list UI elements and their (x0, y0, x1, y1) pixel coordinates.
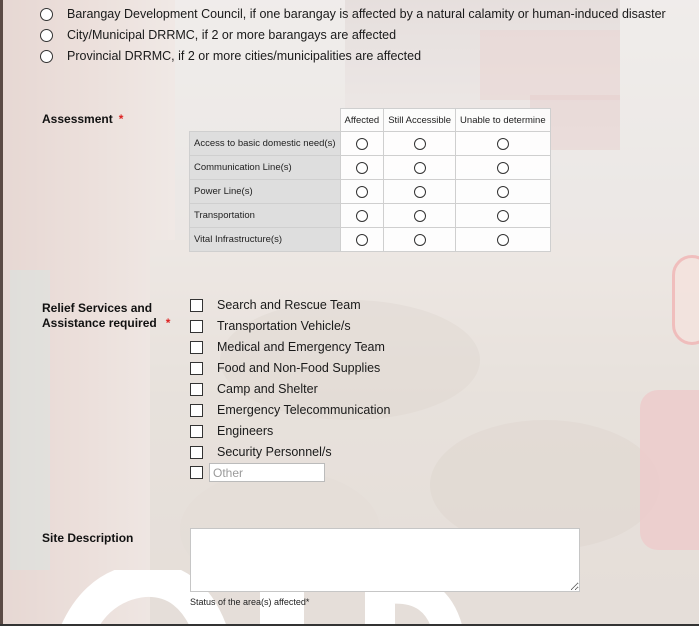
radio-affected[interactable] (340, 228, 384, 252)
relief-option-label: Search and Rescue Team (217, 298, 361, 312)
radio-icon[interactable] (497, 210, 509, 222)
level-option-label: City/Municipal DRRMC, if 2 or more barangays are affected (67, 28, 397, 42)
checkbox-icon[interactable] (190, 299, 203, 312)
radio-affected[interactable] (340, 132, 384, 156)
checkbox-icon[interactable] (190, 446, 203, 459)
row-label: Communication Line(s) (190, 156, 341, 180)
level-option-barangay[interactable] (40, 7, 666, 21)
matrix-corner (190, 109, 341, 132)
relief-option-label: Food and Non-Food Supplies (217, 361, 381, 375)
relief-option-label: Transportation Vehicle/s (217, 319, 351, 333)
relief-option[interactable] (190, 424, 273, 438)
assessment-label-text: Assessment (42, 112, 113, 126)
radio-still-accessible[interactable] (384, 228, 456, 252)
radio-icon[interactable] (414, 210, 426, 222)
radio-icon[interactable] (40, 8, 53, 21)
radio-still-accessible[interactable] (384, 132, 456, 156)
radio-icon[interactable] (356, 186, 368, 198)
matrix-row (190, 156, 551, 180)
radio-icon[interactable] (414, 234, 426, 246)
assessment-label (42, 112, 123, 127)
checkbox-icon[interactable] (190, 341, 203, 354)
row-label: Power Line(s) (190, 180, 341, 204)
radio-still-accessible[interactable] (384, 204, 456, 228)
level-option-provincial[interactable] (40, 49, 421, 63)
radio-unable-to-determine[interactable] (456, 156, 551, 180)
radio-icon[interactable] (497, 234, 509, 246)
relief-option-other[interactable] (190, 463, 325, 482)
radio-icon[interactable] (497, 138, 509, 150)
level-option-label: Provincial DRRMC, if 2 or more cities/municipalities are affected (67, 49, 422, 63)
radio-icon[interactable] (40, 29, 53, 42)
site-description-label: Site Description (42, 531, 134, 545)
relief-label-line1: Relief Services and (42, 301, 153, 315)
relief-option[interactable] (190, 340, 385, 354)
radio-icon[interactable] (414, 186, 426, 198)
radio-affected[interactable] (340, 204, 384, 228)
other-input[interactable] (209, 463, 325, 482)
radio-icon[interactable] (497, 162, 509, 174)
checkbox-icon[interactable] (190, 320, 203, 333)
level-option-city[interactable] (40, 28, 396, 42)
radio-icon[interactable] (414, 162, 426, 174)
checkbox-icon[interactable] (190, 404, 203, 417)
relief-option[interactable] (190, 403, 390, 417)
relief-option-label: Medical and Emergency Team (217, 340, 385, 354)
radio-still-accessible[interactable] (384, 180, 456, 204)
radio-icon[interactable] (356, 162, 368, 174)
relief-label (42, 301, 170, 331)
radio-icon[interactable] (356, 234, 368, 246)
level-option-label: Barangay Development Council, if one barangay is affected by a natural calamity or human-induced disaster (67, 7, 666, 21)
matrix-row (190, 204, 551, 228)
row-label: Transportation (190, 204, 341, 228)
row-label: Vital Infrastructure(s) (190, 228, 341, 252)
row-label: Access to basic domestic need(s) (190, 132, 341, 156)
matrix-row (190, 180, 551, 204)
checkbox-icon[interactable] (190, 362, 203, 375)
col-unable-to-determine: Unable to determine (456, 109, 551, 132)
col-affected: Affected (340, 109, 384, 132)
relief-option[interactable] (190, 298, 361, 312)
radio-unable-to-determine[interactable] (456, 228, 551, 252)
radio-unable-to-determine[interactable] (456, 132, 551, 156)
required-mark: * (165, 316, 171, 330)
radio-icon[interactable] (414, 138, 426, 150)
relief-label-line2: Assistance required (42, 316, 157, 330)
radio-icon[interactable] (356, 138, 368, 150)
checkbox-icon[interactable] (190, 466, 203, 479)
relief-option[interactable] (190, 382, 318, 396)
radio-affected[interactable] (340, 180, 384, 204)
radio-unable-to-determine[interactable] (456, 180, 551, 204)
matrix-row (190, 132, 551, 156)
relief-option-label: Emergency Telecommunication (217, 403, 391, 417)
radio-icon[interactable] (40, 50, 53, 63)
site-description-hint: Status of the area(s) affected* (190, 597, 310, 607)
matrix-row (190, 228, 551, 252)
radio-icon[interactable] (497, 186, 509, 198)
checkbox-icon[interactable] (190, 425, 203, 438)
assessment-matrix (189, 108, 551, 252)
relief-option[interactable] (190, 319, 351, 333)
relief-option-label: Security Personnel/s (217, 445, 332, 459)
matrix-header-row (190, 109, 551, 132)
site-description-textarea[interactable] (190, 528, 580, 592)
radio-affected[interactable] (340, 156, 384, 180)
required-mark: * (118, 112, 124, 126)
radio-unable-to-determine[interactable] (456, 204, 551, 228)
radio-still-accessible[interactable] (384, 156, 456, 180)
radio-icon[interactable] (356, 210, 368, 222)
checkbox-icon[interactable] (190, 383, 203, 396)
relief-option[interactable] (190, 445, 332, 459)
relief-option-label: Engineers (217, 424, 274, 438)
relief-option[interactable] (190, 361, 380, 375)
relief-option-label: Camp and Shelter (217, 382, 318, 396)
col-still-accessible: Still Accessible (384, 109, 456, 132)
